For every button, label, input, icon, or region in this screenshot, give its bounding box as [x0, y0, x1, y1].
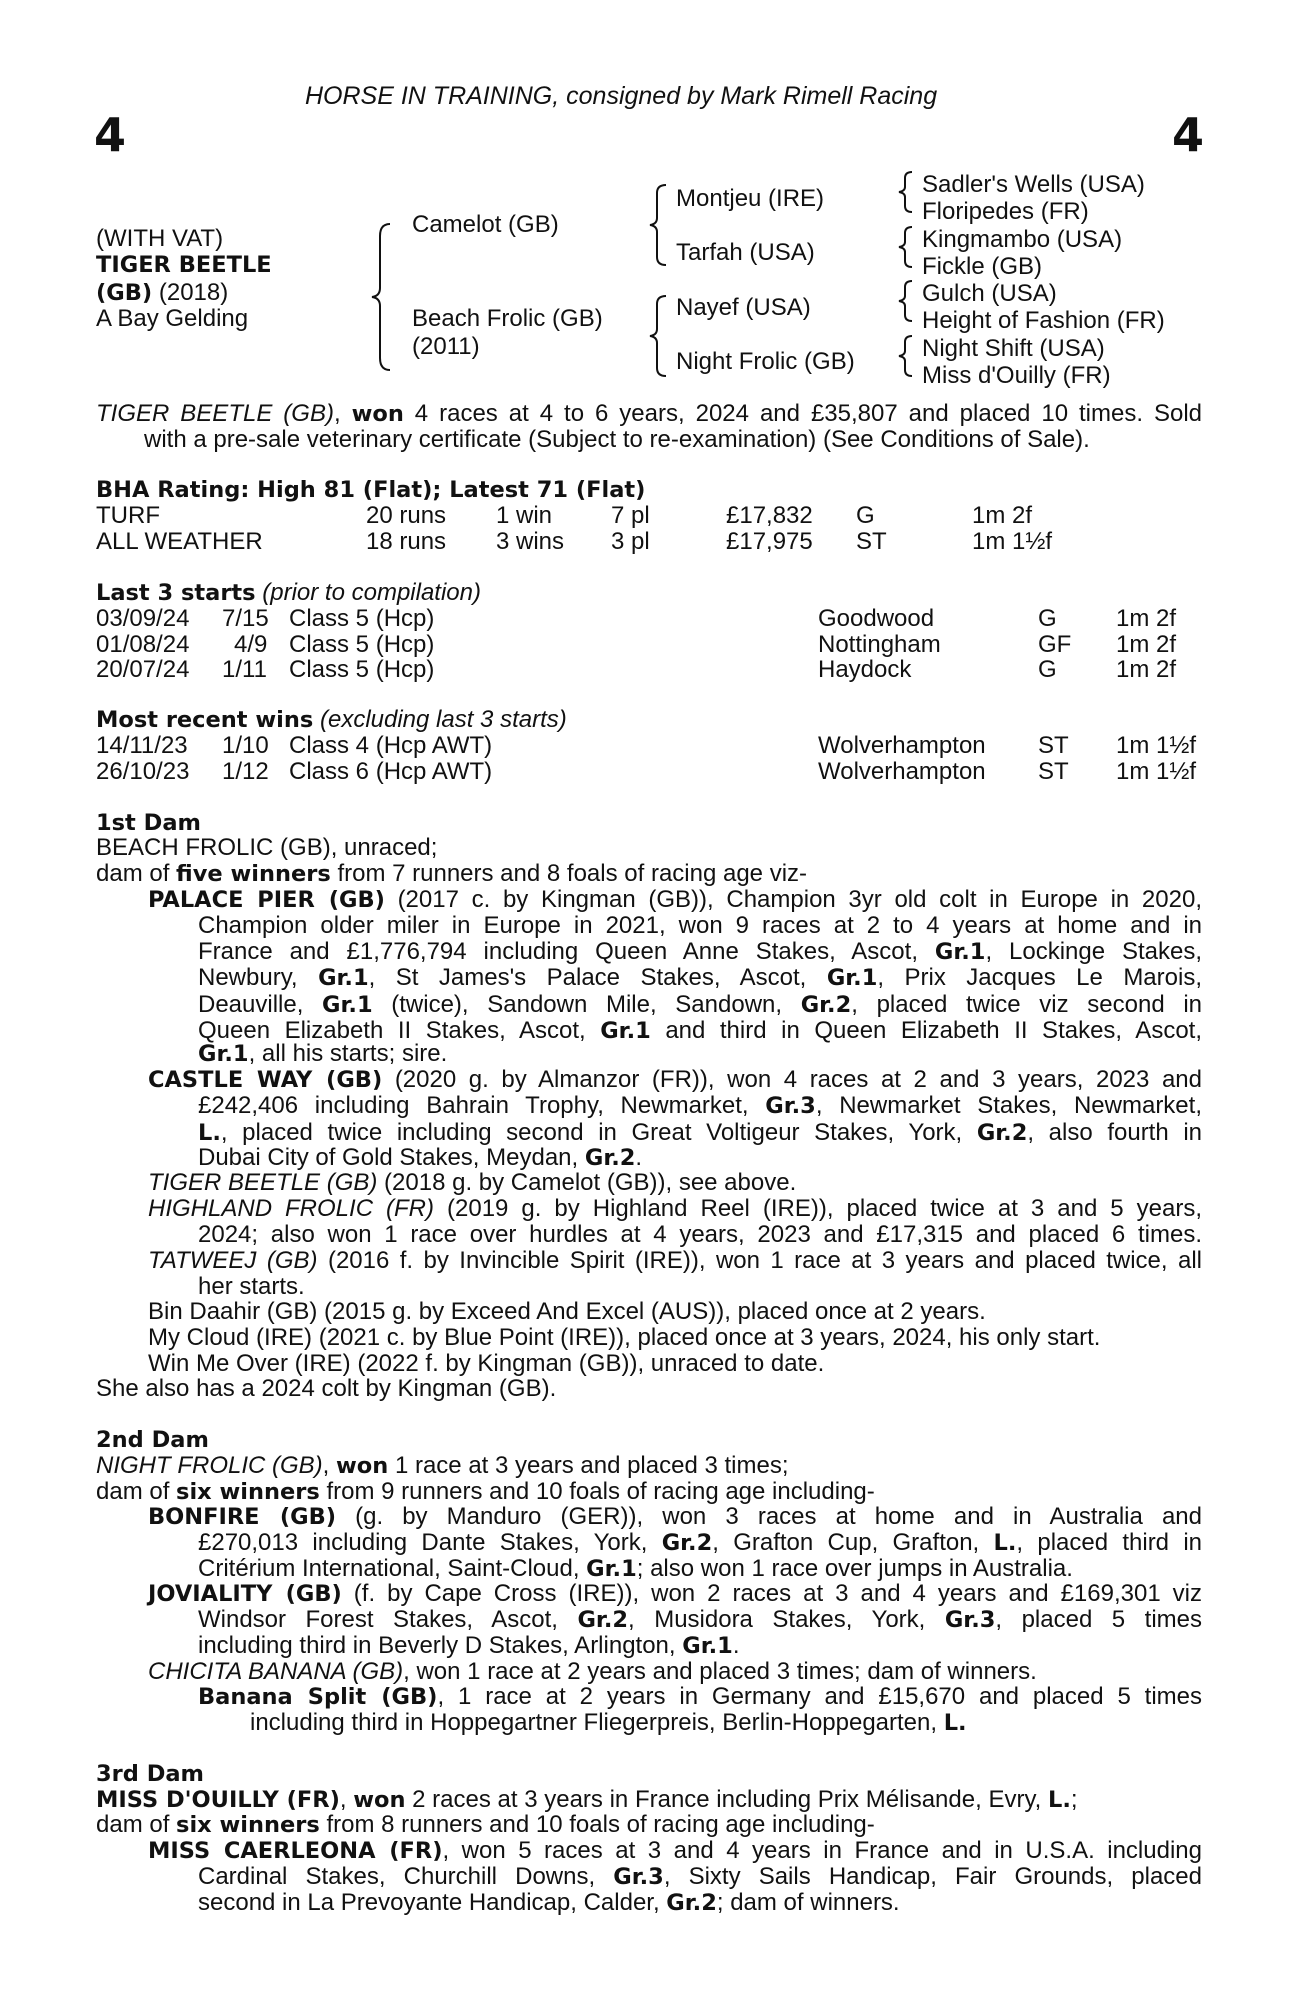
text: Critérium International, Saint-Cloud,	[198, 1555, 587, 1582]
last3-subtitle: (prior to compilation)	[255, 579, 481, 606]
grade: Gr.1	[826, 965, 878, 992]
text: (2020 g. by Almanzor (FR)), won 4 races at 2 and 3 years, 2023 and	[382, 1066, 1202, 1093]
win-date: 14/11/23	[96, 732, 188, 759]
text: £270,013 including Dante Stakes, York,	[198, 1529, 662, 1556]
banana-split-last-line	[250, 1710, 967, 1737]
summary-paragraph	[96, 401, 1202, 428]
text: , Lockinge Stakes,	[985, 937, 1202, 965]
text: , won 5 races at 3 and 4 years in France and in U.S.A. including	[442, 1837, 1202, 1864]
text: JOVIALITY (GB)	[148, 1581, 342, 1607]
pedigree-g1: Sadler's Wells (USA)	[922, 171, 1145, 198]
run-course: Haydock	[818, 656, 912, 683]
five-winners: five winners	[176, 861, 331, 887]
text: , Grafton Cup, Grafton,	[712, 1529, 994, 1556]
text: including third in Hoppegartner Fliegerpreis, Berlin-Hoppegarten,	[250, 1709, 944, 1736]
rating-runs: 18 runs	[366, 528, 447, 555]
grade: Gr.1	[322, 991, 373, 1018]
bha-rating-title: BHA Rating: High 81 (Flat); Latest 71 (Flat)	[96, 477, 646, 503]
text: ;	[1070, 1786, 1078, 1813]
bonfire-entry-cont	[198, 1530, 1202, 1557]
grade: Gr.3	[765, 1093, 816, 1119]
text: 2 races at 3 years in France including Prix Mélisande, Evry,	[405, 1786, 1048, 1813]
entry-line	[148, 1248, 1202, 1274]
run-position: 1/11	[222, 656, 267, 683]
win-date: 26/10/23	[96, 758, 190, 785]
summary-line-1: TIGER BEETLE (GB), won 4 races at 4 to 6 years, 2024 and £35,807 and placed 10 times. Sold	[96, 400, 1202, 427]
grade: Gr.2	[577, 1607, 629, 1633]
palace-pier-name: PALACE PIER (GB)	[148, 887, 385, 913]
text: , all his starts; sire.	[248, 1040, 448, 1067]
text: (twice), Sandown Mile, Sandown,	[372, 990, 801, 1018]
pedigree-g7: Night Shift (USA)	[922, 335, 1105, 362]
banana-split-entry	[198, 1684, 1202, 1711]
text: second in La Prevoyante Handicap, Calder,	[198, 1889, 667, 1916]
rating-runs: 20 runs	[366, 502, 447, 529]
entry-line: Champion older miler in Europe in 2021, won 9 races at 2 to 4 years at home and in	[198, 912, 1202, 939]
run-course: Goodwood	[818, 605, 935, 632]
highland-frolic-entry	[148, 1196, 1202, 1222]
entry-line	[198, 1120, 1202, 1147]
text: (g. by Manduro (GER)), won 3 races at home and in Australia and	[336, 1503, 1203, 1530]
text: £242,406 including Bahrain Trophy, Newmarket,	[198, 1092, 766, 1119]
pedigree-g5: Gulch (USA)	[922, 280, 1057, 307]
pedigree-brace-g2	[895, 225, 917, 269]
tatweej-entry	[148, 1248, 1202, 1274]
first-dam-line-1: BEACH FROLIC (GB), unraced;	[96, 834, 438, 861]
tiger-beetle-entry	[148, 1170, 796, 1196]
summary-line-1-text: 4 races at 4 to 6 years, 2024 and £35,807 and placed 10 times. Sold	[403, 400, 1202, 427]
text: six winners	[176, 1479, 320, 1505]
text: TIGER BEETLE (GB)	[148, 1169, 378, 1196]
run-class: Class 5 (Hcp)	[289, 605, 435, 632]
entry-line	[198, 1093, 1202, 1120]
run-class: Class 5 (Hcp)	[289, 656, 435, 683]
text: dam of	[96, 860, 177, 887]
entry-line	[198, 965, 1202, 992]
text: , St James's Palace Stakes, Ascot,	[368, 964, 827, 992]
joviality-entry	[148, 1581, 1202, 1608]
palace-pier-last-line	[198, 1041, 447, 1068]
win-going: ST	[1038, 758, 1069, 785]
bin-daahir-entry: Bin Daahir (GB) (2015 g. by Exceed And Excel (AUS)), placed once at 2 years.	[148, 1298, 986, 1325]
grade: Gr.2	[976, 1119, 1028, 1146]
rating-wins: 1 win	[496, 502, 553, 529]
recent-wins-title: Most recent wins	[96, 707, 314, 733]
grade: Gr.2	[800, 991, 852, 1018]
grade: Gr.1	[934, 938, 986, 965]
text: dam of	[96, 1478, 177, 1505]
third-dam-title: 3rd Dam	[96, 1761, 204, 1787]
pedigree-brace-sire	[646, 183, 672, 267]
pedigree-sire: Camelot (GB)	[412, 211, 559, 238]
entry-line	[148, 1067, 1202, 1094]
rating-going: ST	[856, 528, 887, 555]
text: Windsor Forest Stakes, Ascot,	[198, 1606, 578, 1633]
text: including third in Beverly D Stakes, Arlington,	[198, 1632, 683, 1659]
pedigree-g8: Miss d'Ouilly (FR)	[922, 362, 1111, 389]
horse-year: (2018)	[158, 279, 229, 306]
text: (2017 c. by Kingman (GB)), Champion 3yr old colt in Europe in 2020,	[384, 886, 1202, 913]
win-position: 1/12	[222, 758, 269, 785]
text: , Musidora Stakes, York,	[628, 1606, 945, 1633]
rating-wins: 3 wins	[496, 528, 565, 555]
text: six winners	[176, 1812, 320, 1838]
entry-line	[148, 887, 1202, 914]
lot-number-right: 4	[1172, 108, 1205, 162]
entry-line	[148, 1581, 1202, 1608]
text: MISS D'OUILLY (FR)	[96, 1787, 340, 1813]
grade: Gr.3	[613, 1864, 664, 1890]
rating-surface: ALL WEATHER	[96, 528, 263, 555]
run-going: G	[1038, 605, 1057, 632]
text: BONFIRE (GB)	[148, 1504, 336, 1530]
text: , Prix Jacques Le Marois,	[877, 964, 1202, 992]
third-dam-line-1: MISS D'OUILLY (FR), won 2 races at 3 years in France including Prix Mélisande, Evry, L.;	[96, 1786, 1078, 1813]
grade: Gr.2	[584, 1145, 636, 1171]
run-distance: 1m 2f	[1116, 631, 1177, 658]
pedigree-brace-g3	[895, 279, 917, 323]
text: and third in Queen Elizabeth II Stakes, Ascot,	[650, 1017, 1202, 1045]
grade: Gr.1	[682, 1633, 733, 1659]
run-going: GF	[1038, 631, 1072, 658]
castle-way-entry-cont	[198, 1093, 1202, 1146]
castle-way-name: CASTLE WAY (GB)	[148, 1067, 383, 1093]
text: , won 1 race at 2 years and placed 3 times; dam of winners.	[403, 1658, 1037, 1685]
last3-title: Last 3 starts	[96, 580, 256, 606]
run-position: 7/15	[222, 605, 269, 632]
run-course: Nottingham	[818, 631, 941, 658]
pedigree-sire-sire: Montjeu (IRE)	[676, 185, 825, 212]
entry-line	[148, 1196, 1202, 1222]
rating-placed: 3 pl	[611, 528, 650, 555]
run-date: 01/08/24	[96, 631, 190, 658]
text: , also fourth in	[1027, 1118, 1202, 1146]
run-going: G	[1038, 656, 1057, 683]
horse-country: (GB)	[96, 280, 153, 306]
win-position: 1/10	[222, 732, 269, 759]
text: won	[353, 1787, 406, 1813]
pedigree-dam-sire: Nayef (USA)	[676, 294, 811, 321]
rating-distance: 1m 2f	[972, 502, 1033, 529]
text: .	[635, 1144, 643, 1171]
rating-prize: £17,975	[726, 528, 813, 555]
run-date: 03/09/24	[96, 605, 190, 632]
entry-line	[148, 1838, 1202, 1865]
run-class: Class 5 (Hcp)	[289, 631, 435, 658]
summary-won: won	[351, 401, 404, 427]
pedigree-g4: Fickle (GB)	[922, 253, 1042, 280]
first-dam-title: 1st Dam	[96, 810, 201, 836]
text: Cardinal Stakes, Churchill Downs,	[198, 1863, 614, 1890]
pedigree-dam-year: (2011)	[412, 333, 480, 360]
entry-line: 2024; also won 1 race over hurdles at 4 years, 2023 and £17,315 and placed 6 times.	[198, 1221, 1202, 1248]
text: Dubai City of Gold Stakes, Meydan,	[198, 1144, 585, 1171]
second-dam-line-2	[96, 1479, 875, 1506]
text: , 1 race at 2 years in Germany and £15,670 and placed 5 times	[437, 1683, 1203, 1710]
tatweej-last-line: her starts.	[198, 1273, 305, 1300]
win-course: Wolverhampton	[818, 732, 986, 759]
pedigree-g2: Floripedes (FR)	[922, 198, 1089, 225]
text: won	[336, 1453, 389, 1479]
pedigree-brace-main	[368, 222, 398, 372]
run-date: 20/07/24	[96, 656, 190, 683]
vat-label: (WITH VAT)	[96, 225, 224, 252]
grade: Gr.2	[661, 1530, 713, 1556]
grade: L.	[943, 1710, 967, 1736]
win-going: ST	[1038, 732, 1069, 759]
chicita-banana-entry	[148, 1659, 1037, 1685]
text: Newbury,	[198, 964, 319, 992]
pedigree-g6: Height of Fashion (FR)	[922, 307, 1165, 334]
text: from 7 runners and 8 foals of racing age viz-	[330, 860, 808, 887]
entry-line	[198, 1864, 1202, 1891]
horse-description: A Bay Gelding	[96, 305, 249, 332]
first-dam-line-2	[96, 861, 807, 888]
lot-number-left: 4	[94, 108, 127, 162]
entry-line	[198, 1684, 1202, 1711]
grade: L.	[993, 1530, 1017, 1556]
text: , placed 5 times	[995, 1606, 1202, 1633]
text: 1 race at 3 years and placed 3 times;	[388, 1452, 789, 1479]
palace-pier-entry	[148, 887, 1202, 914]
text: , placed twice viz second in	[851, 990, 1202, 1018]
text: , Newmarket Stakes, Newmarket,	[815, 1092, 1202, 1119]
joviality-last-line	[198, 1633, 739, 1660]
pedigree-g3: Kingmambo (USA)	[922, 226, 1123, 253]
win-class: Class 6 (Hcp AWT)	[289, 758, 493, 785]
my-cloud-entry: My Cloud (IRE) (2021 c. by Blue Point (IRE)), placed once at 3 years, 2024, his only start.	[148, 1324, 1101, 1351]
second-dam-line-1: NIGHT FROLIC (GB), won 1 race at 3 years and placed 3 times;	[96, 1452, 789, 1479]
text: NIGHT FROLIC (GB)	[96, 1452, 323, 1479]
win-distance: 1m 1½f	[1116, 758, 1197, 785]
text: ; also won 1 race over jumps in Australia.	[636, 1555, 1073, 1582]
horse-country-year	[96, 280, 228, 307]
text: (f. by Cape Cross (IRE)), won 2 races at 3 and 4 years and £169,301 viz	[341, 1580, 1203, 1607]
entry-line	[198, 992, 1202, 1019]
recent-wins-subtitle: (excluding last 3 starts)	[313, 706, 567, 733]
text: MISS CAERLEONA (FR)	[148, 1838, 443, 1864]
text: Queen Elizabeth II Stakes, Ascot,	[198, 1017, 601, 1045]
miss-caerleona-entry-cont	[198, 1864, 1202, 1891]
text: from 8 runners and 10 foals of racing age including-	[319, 1811, 875, 1838]
palace-pier-entry-cont	[198, 913, 1202, 1045]
grade: Gr.1	[318, 965, 369, 992]
entry-line	[198, 1530, 1202, 1557]
entry-line	[198, 1607, 1202, 1634]
pedigree-dam-dam: Night Frolic (GB)	[676, 348, 855, 375]
miss-caerleona-entry	[148, 1838, 1202, 1865]
grade: Gr.3	[944, 1607, 996, 1633]
grade: Gr.1	[586, 1556, 637, 1582]
entry-line	[198, 939, 1202, 966]
text: , placed third in	[1016, 1529, 1202, 1556]
bonfire-last-line	[198, 1556, 1073, 1583]
rating-going: G	[856, 502, 875, 529]
third-dam-line-2	[96, 1812, 875, 1839]
second-dam-title: 2nd Dam	[96, 1427, 209, 1453]
text: TATWEEJ (GB)	[148, 1247, 318, 1274]
win-me-over-entry: Win Me Over (IRE) (2022 f. by Kingman (GB)), unraced to date.	[148, 1350, 825, 1377]
miss-caerleona-last-line	[198, 1890, 900, 1917]
text: (2018 g. by Camelot (GB)), see above.	[377, 1169, 797, 1196]
grade: Gr.2	[666, 1890, 717, 1916]
also-has-line: She also has a 2024 colt by Kingman (GB).	[96, 1375, 557, 1402]
horse-name: TIGER BEETLE	[96, 252, 272, 278]
entry-line	[148, 1504, 1202, 1531]
bonfire-entry	[148, 1504, 1202, 1531]
text: CHICITA BANANA (GB)	[148, 1658, 404, 1685]
rating-distance: 1m 1½f	[972, 528, 1053, 555]
text: , placed twice including second in Great Voltigeur Stakes, York,	[220, 1118, 977, 1146]
rating-placed: 7 pl	[611, 502, 650, 529]
win-distance: 1m 1½f	[1116, 732, 1197, 759]
win-class: Class 4 (Hcp AWT)	[289, 732, 493, 759]
grade: Gr.1	[600, 1018, 651, 1045]
text: (2016 f. by Invincible Spirit (IRE)), won 1 race at 3 years and placed twice, all	[317, 1247, 1202, 1274]
highland-frolic-entry-cont	[198, 1222, 1202, 1248]
summary-horse-name: TIGER BEETLE (GB)	[96, 400, 334, 427]
pedigree-brace-g1	[895, 170, 917, 214]
run-distance: 1m 2f	[1116, 605, 1177, 632]
summary-line-2: with a pre-sale veterinary certificate (Subject to re-examination) (See Conditions of Sale).	[144, 426, 1090, 453]
page-header-title: HORSE IN TRAINING, consigned by Mark Rimell Racing	[305, 82, 938, 110]
text: ; dam of winners.	[716, 1889, 900, 1916]
grade: Gr.1	[198, 1041, 249, 1067]
text: (2019 g. by Highland Reel (IRE)), placed twice at 3 and 5 years,	[434, 1195, 1203, 1222]
text: from 9 runners and 10 foals of racing age including-	[319, 1478, 875, 1505]
win-course: Wolverhampton	[818, 758, 986, 785]
pedigree-sire-dam: Tarfah (USA)	[676, 239, 815, 266]
pedigree-brace-dam	[646, 294, 672, 378]
joviality-entry-cont	[198, 1607, 1202, 1634]
run-distance: 1m 2f	[1116, 656, 1177, 683]
pedigree-brace-g4	[895, 334, 917, 378]
last3-heading	[96, 580, 481, 607]
text: HIGHLAND FROLIC (FR)	[148, 1195, 435, 1222]
text: Banana Split (GB)	[198, 1684, 438, 1710]
text: Deauville,	[198, 990, 323, 1018]
text: France and £1,776,794 including Queen Anne Stakes, Ascot,	[198, 937, 935, 965]
text: , Sixty Sails Handicap, Fair Grounds, placed	[663, 1863, 1203, 1890]
rating-surface: TURF	[96, 502, 160, 529]
recent-wins-heading	[96, 707, 567, 734]
pedigree-dam: Beach Frolic (GB)	[412, 305, 603, 332]
grade: L.	[198, 1119, 221, 1146]
castle-way-entry	[148, 1067, 1202, 1094]
text: .	[732, 1632, 740, 1659]
rating-prize: £17,832	[726, 502, 813, 529]
text: dam of	[96, 1811, 177, 1838]
grade: L.	[1048, 1787, 1071, 1813]
castle-way-last-line	[198, 1145, 642, 1172]
run-position: 4/9	[234, 631, 268, 658]
